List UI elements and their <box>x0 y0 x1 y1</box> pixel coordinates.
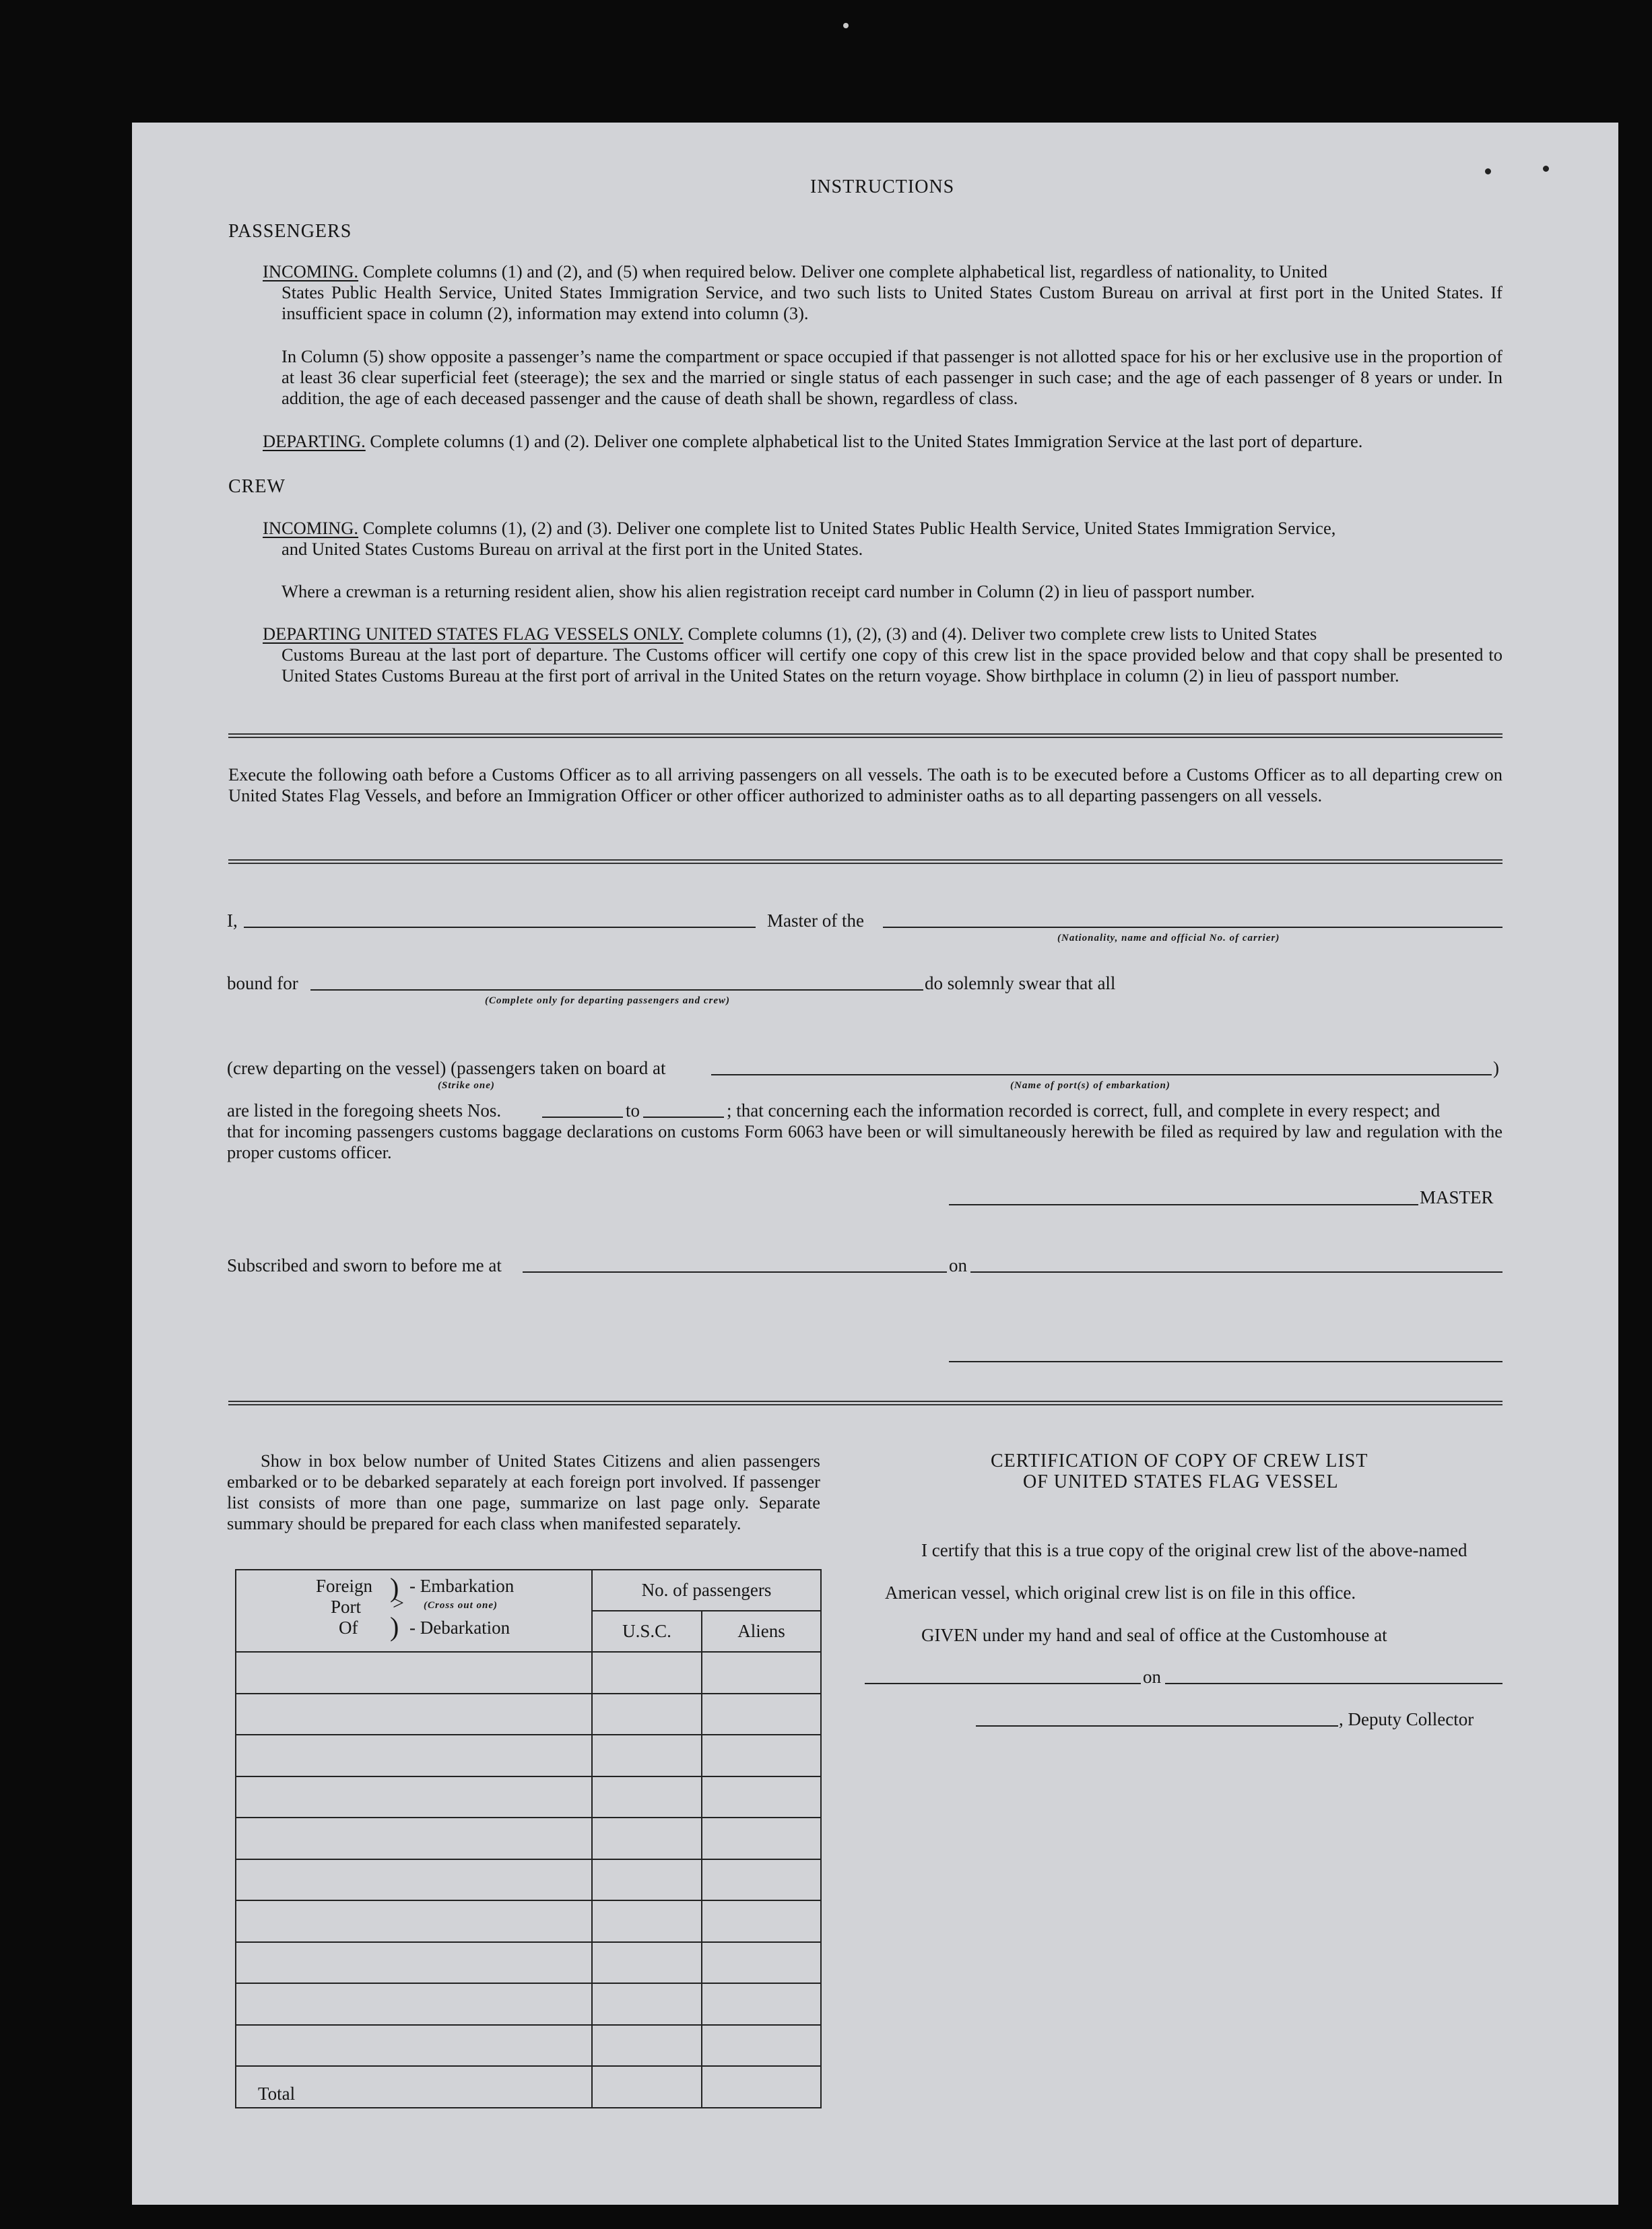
bound-for-field[interactable] <box>310 989 923 991</box>
strike-note: (Strike one) <box>438 1080 495 1091</box>
customhouse-field[interactable] <box>865 1683 1141 1684</box>
section-divider <box>228 1401 1502 1405</box>
port-cell[interactable] <box>236 1776 592 1818</box>
aliens-cell[interactable] <box>702 1818 821 1859</box>
aliens-header: Aliens <box>702 1611 821 1652</box>
usc-cell[interactable] <box>592 2025 702 2067</box>
usc-cell[interactable] <box>592 1859 702 1901</box>
port-cell[interactable] <box>236 1900 592 1942</box>
section-divider <box>228 859 1502 864</box>
sworn-on-label: on <box>949 1255 967 1275</box>
brace: ) <box>390 1611 399 1642</box>
crew-incoming-label: INCOMING. <box>263 518 359 538</box>
usc-cell[interactable] <box>592 1652 702 1694</box>
bound-for-label: bound for <box>227 973 298 993</box>
deputy-collector-label: , Deputy Collector <box>1339 1709 1474 1729</box>
usc-cell[interactable] <box>592 1776 702 1818</box>
of-label: Of <box>339 1618 358 1638</box>
embarkation-label: - Embarkation <box>409 1576 515 1596</box>
aliens-cell[interactable] <box>702 1652 821 1694</box>
brace: ) <box>390 1572 399 1603</box>
officer-signature-field[interactable] <box>949 1361 1502 1362</box>
oath-instruction: Execute the following oath before a Customs Officer as to all arriving passengers on all vessels. The oath is to be executed before a Customs Officer as to all departing crew on United States Flag Vessels, and before an Immigration Officer or other officer authorized to administer oaths as to all departing passengers on all vessels. <box>228 764 1502 805</box>
aliens-cell[interactable] <box>702 1983 821 2025</box>
table-row <box>236 1900 821 1942</box>
crew-departing-section <box>263 624 1502 644</box>
listed-to: to <box>626 1100 640 1121</box>
sheets-to-field[interactable] <box>643 1117 724 1118</box>
crew-incoming-text-rest: and United States Customs Bureau on arrival at the first port in the United States. <box>282 539 863 559</box>
usc-cell[interactable] <box>592 1735 702 1776</box>
sworn-place-field[interactable] <box>523 1271 947 1273</box>
crew-departing-text-line1: Complete columns (1), (2), (3) and (4). Deliver two complete crew lists to United States <box>688 624 1317 644</box>
usc-cell[interactable] <box>592 1900 702 1942</box>
crew-departing-label: DEPARTING UNITED STATES FLAG VESSELS ONLY. <box>263 624 684 644</box>
table-row <box>236 1776 821 1818</box>
port-cell[interactable] <box>236 1652 592 1694</box>
listed-suffix: ; that concerning each the information recorded is correct, full, and complete in every respect; and <box>727 1100 1441 1121</box>
certify-line1: I certify that this is a true copy of the original crew list of the above-named <box>921 1540 1467 1560</box>
given-text: GIVEN under my hand and seal of office at the Customhouse at <box>921 1625 1387 1645</box>
sworn-date-field[interactable] <box>970 1271 1502 1273</box>
table-row <box>236 1735 821 1776</box>
brace: > <box>393 1592 404 1614</box>
certification-title-line2: OF UNITED STATES FLAG VESSEL <box>1023 1471 1339 1492</box>
passengers-incoming-label: INCOMING. <box>263 261 359 281</box>
table-row <box>236 1818 821 1859</box>
total-row <box>236 2066 821 2108</box>
passengers-incoming-text-rest: States Public Health Service, United States Immigration Service, and two such lists to United States Custom Bureau on arrival at first port in the United States. If insufficient space in column (2), information may extend into column (3). <box>282 282 1502 323</box>
cross-out-note: (Cross out one) <box>424 1600 498 1611</box>
certify-line2: American vessel, which original crew list is on file in this office. <box>885 1583 1356 1603</box>
solemnly-swear-text: do solemnly swear that all <box>925 973 1116 993</box>
aliens-total-cell[interactable] <box>702 2066 821 2108</box>
aliens-cell[interactable] <box>702 2025 821 2067</box>
passengers-column5-text: In Column (5) show opposite a passenger’s name the compartment or space occupied if that passenger is not allotted space for his or her exclusive use in the proportion of at least 36 clear superficial feet (steerage); the sex and the married or single status of each passenger in such case; and the age of each passenger of 8 years or under. In addition, the age of each deceased passenger and the cause of death shall be shown, regardless of class. <box>282 346 1502 408</box>
crew-incoming-text-line1: Complete columns (1), (2) and (3). Deliver one complete list to United States Public Health Service, United States Immigration Service, <box>362 518 1336 538</box>
table-row <box>236 1652 821 1694</box>
port-cell[interactable] <box>236 2025 592 2067</box>
table-row <box>236 1859 821 1901</box>
oath-i-label: I, <box>227 910 238 931</box>
embarkation-note: (Name of port(s) of embarkation) <box>1010 1080 1170 1091</box>
master-signature-label: MASTER <box>1420 1187 1494 1207</box>
usc-cell[interactable] <box>592 1818 702 1859</box>
aliens-cell[interactable] <box>702 1694 821 1735</box>
aliens-cell[interactable] <box>702 1859 821 1901</box>
port-cell[interactable] <box>236 1694 592 1735</box>
listed-rest: that for incoming passengers customs baggage declarations on customs Form 6063 have been or will simultaneously herewith be filed as required by law and regulation with the proper customs officer. <box>227 1121 1502 1162</box>
crew-resident-text: Where a crewman is a returning resident alien, show his alien registration receipt card number in Column (2) in lieu of passport number. <box>282 581 1255 601</box>
certification-title-line1: CERTIFICATION OF COPY OF CREW LIST <box>991 1451 1368 1471</box>
page-title: INSTRUCTIONS <box>810 176 955 197</box>
embarkation-ports-field[interactable] <box>711 1074 1492 1075</box>
bound-for-note: (Complete only for departing passengers and crew) <box>485 995 730 1006</box>
table-row <box>236 1942 821 1984</box>
port-cell[interactable] <box>236 1735 592 1776</box>
port-cell[interactable] <box>236 1859 592 1901</box>
aliens-cell[interactable] <box>702 1942 821 1984</box>
crew-heading: CREW <box>228 476 286 497</box>
passengers-incoming-text-line1: Complete columns (1) and (2), and (5) when required below. Deliver one complete alphabetical list, regardless of nationality, to United <box>362 261 1327 281</box>
passengers-heading: PASSENGERS <box>228 221 352 242</box>
dust-speck <box>1485 168 1491 174</box>
deputy-signature-field[interactable] <box>976 1725 1338 1727</box>
sheets-from-field[interactable] <box>542 1117 623 1118</box>
port-cell[interactable] <box>236 1818 592 1859</box>
listed-prefix: are listed in the foregoing sheets Nos. <box>227 1100 502 1121</box>
total-label: Total <box>258 2083 296 2104</box>
table-row <box>236 2025 821 2067</box>
dust-speck <box>1543 166 1549 172</box>
master-of-the-label: Master of the <box>767 910 864 931</box>
table-row <box>236 1694 821 1735</box>
port-cell[interactable] <box>236 1983 592 2025</box>
subscribed-label: Subscribed and sworn to before me at <box>227 1255 502 1275</box>
aliens-cell[interactable] <box>702 1735 821 1776</box>
port-header-cell <box>236 1570 592 1652</box>
passengers-incoming-section <box>263 261 1502 282</box>
usc-cell[interactable] <box>592 1983 702 2025</box>
passengers-departing-text: Complete columns (1) and (2). Deliver one complete alphabetical list to the United States Immigration Service at the last port of departure. <box>370 431 1363 451</box>
summary-instruction: Show in box below number of United States Citizens and alien passengers embarked or to be debarked separately at each foreign port involved. If passenger list consists of more than one page, summarize on last page only. Separate summary should be prepared for each class when manifested separately. <box>227 1451 820 1533</box>
crew-incoming-section <box>263 518 1502 539</box>
crew-departing-text: (crew departing on the vessel) (passengers taken on board at <box>227 1058 666 1078</box>
section-divider <box>228 733 1502 738</box>
nationality-note: (Nationality, name and official No. of carrier) <box>1057 933 1280 943</box>
debarkation-label: - Debarkation <box>409 1618 510 1638</box>
aliens-cell[interactable] <box>702 1776 821 1818</box>
total-label-cell <box>236 2066 592 2108</box>
dust-speck <box>843 23 849 28</box>
table-row <box>236 1983 821 2025</box>
certification-on-label: on <box>1143 1667 1161 1687</box>
close-paren: ) <box>1493 1058 1499 1078</box>
passengers-departing-section <box>263 431 1502 452</box>
port-cell[interactable] <box>236 1942 592 1984</box>
crew-departing-text-rest: Customs Bureau at the last port of departure. The Customs officer will certify one copy of this crew list in the space provided below and that copy shall be presented to United States Customs Bureau at the first port of arrival in the United States on the return voyage. Show birthplace in column (2) in lieu of passport number. <box>282 644 1502 686</box>
usc-cell[interactable] <box>592 1694 702 1735</box>
passengers-departing-label: DEPARTING. <box>263 431 366 451</box>
usc-cell[interactable] <box>592 1942 702 1984</box>
passenger-summary-table <box>235 1569 822 2108</box>
foreign-label: Foreign <box>316 1576 372 1596</box>
master-signature-field[interactable] <box>949 1204 1418 1205</box>
no-of-passengers-header: No. of passengers <box>592 1570 821 1611</box>
carrier-field[interactable] <box>883 927 1502 928</box>
usc-header: U.S.C. <box>592 1611 702 1652</box>
master-name-field[interactable] <box>244 927 756 928</box>
aliens-cell[interactable] <box>702 1900 821 1942</box>
certification-date-field[interactable] <box>1165 1683 1502 1684</box>
port-label: Port <box>331 1597 362 1617</box>
usc-total-cell[interactable] <box>592 2066 702 2108</box>
